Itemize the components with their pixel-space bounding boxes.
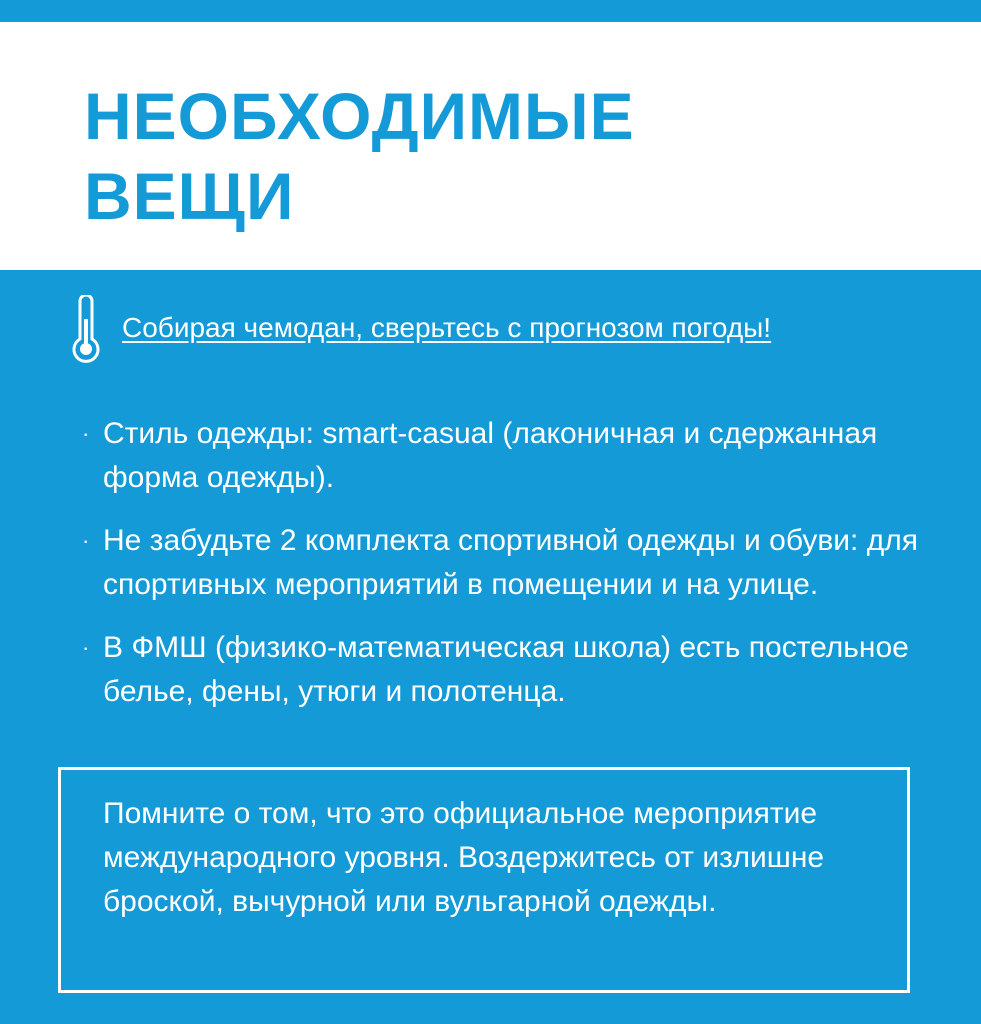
bullet-icon: · bbox=[82, 635, 90, 660]
top-accent-bar bbox=[0, 0, 981, 22]
list-item bbox=[82, 412, 922, 500]
notice-box bbox=[58, 767, 910, 993]
list-item bbox=[82, 626, 922, 714]
bullet-icon: · bbox=[82, 421, 90, 446]
weather-note: Собирая чемодан, сверьтесь с прогнозом погоды! bbox=[122, 312, 772, 343]
list-item bbox=[82, 519, 922, 607]
bullet-list bbox=[82, 412, 922, 733]
bullet-text: Стиль одежды: smart-casual (лаконичная и сдержанная форма одежды). bbox=[103, 417, 878, 494]
bullet-icon: · bbox=[82, 528, 90, 553]
notice-text: Помните о том, что это официальное мероприятие международного уровня. Воздержитесь от излишне броской, вычурной или вульгарной одежды. bbox=[103, 797, 825, 918]
bullet-text: В ФМШ (физико-математическая школа) есть постельное белье, фены, утюги и полотенца. bbox=[103, 631, 909, 708]
page-title bbox=[84, 76, 884, 236]
thermometer-icon bbox=[66, 295, 106, 365]
bullet-text: Не забудьте 2 комплекта спортивной одежды и обуви: для спортивных мероприятий в помещении и на улице. bbox=[103, 524, 918, 601]
title-line-1: НЕОБХОДИМЫЕ bbox=[84, 79, 635, 153]
title-line-2: ВЕЩИ bbox=[84, 159, 295, 233]
